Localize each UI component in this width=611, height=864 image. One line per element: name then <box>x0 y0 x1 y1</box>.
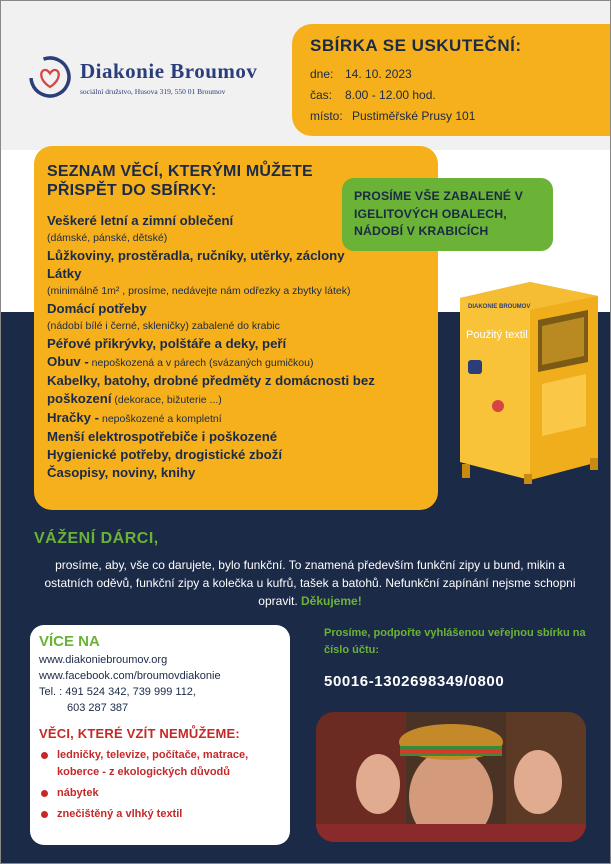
item-text: Lůžkoviny, prostěradla, ručníky, utěrky, záclony <box>47 248 345 263</box>
item-detail: nepoškozené a kompletní <box>99 413 222 425</box>
date-value: 14. 10. 2023 <box>345 67 412 81</box>
item-note: (nádobí bílé i černé, skleničky) zabalené do krabic <box>47 320 280 332</box>
logo-subtitle: sociální družstvo, Husova 319, 550 01 Broumov <box>80 86 226 96</box>
packing-note: PROSÍME VŠE ZABALENÉ V IGELITOVÝCH OBALECH, NÁDOBÍ V KRABICÍCH <box>354 189 523 238</box>
item-text: Menší elektrospotřebiče i poškozené <box>47 429 278 444</box>
logo-name: Diakonie Broumov <box>80 58 258 83</box>
container-label: Použitý textil <box>466 329 528 341</box>
cannot-take-text: znečištěný a vlhký textil <box>57 808 183 820</box>
container-brand: DIAKONIE BROUMOV <box>468 304 531 310</box>
donors-message: prosíme, aby, vše co darujete, bylo funkční. To znamená především funkční zipy u bund, mikin a ostatních oděvů, funkční zipy a kolečka u kufrů, tašek a batohů. Nefunkční zapínání nejsme schopni opravit. <box>44 558 576 608</box>
website-link[interactable]: www.diakoniebroumov.org <box>39 654 168 666</box>
thanks-text: Děkujeme! <box>301 594 362 608</box>
place-value: Pustiměřské Prusy 101 <box>352 109 476 123</box>
cannot-take-title: VĚCI, KTERÉ VZÍT NEMŮŽEME: <box>39 726 240 741</box>
facebook-link[interactable]: www.facebook.com/broumovdiakonie <box>39 670 221 682</box>
item-text: Látky <box>47 266 82 281</box>
donors-title: VÁŽENÍ DÁRCI, <box>34 530 159 547</box>
item-text: Obuv - <box>47 354 89 369</box>
item-detail: (dekorace, bižuterie ...) <box>111 394 222 406</box>
cannot-take-text: ledničky, televize, počítače, matrace, koberce - z ekologických důvodů <box>57 749 249 778</box>
place-label: místo: <box>310 109 343 123</box>
item-text: Kabelky, batohy, drobné předměty z domácnosti bez <box>47 373 375 388</box>
account-number: 50016-1302698349/0800 <box>324 673 505 690</box>
contact-title: VÍCE NA <box>39 633 100 650</box>
item-detail: nepoškozená a v párech (svázaných gumičkou) <box>88 357 314 369</box>
list-title: SEZNAM VĚCÍ, KTERÝMI MŮŽETE PŘISPĚT DO SBÍRKY: <box>47 163 313 199</box>
account-note: Prosíme, podpořte vyhlášenou veřejnou sbírku na číslo účtu: <box>324 627 586 656</box>
item-text: Hygienické potřeby, drogistické zboží <box>47 447 282 462</box>
item-text: poškození <box>47 391 112 406</box>
item-text: Časopisy, noviny, knihy <box>47 465 196 480</box>
item-note: (minimálně 1m² , prosíme, nedávejte nám odřezky a zbytky látek) <box>47 285 351 297</box>
phone-number-extra: 603 287 387 <box>67 702 129 714</box>
event-title: SBÍRKA SE USKUTEČNÍ: <box>310 36 522 55</box>
time-value: 8.00 - 12.00 hod. <box>345 88 436 102</box>
item-text: Veškeré letní a zimní oblečení <box>47 213 234 228</box>
item-note: (dámské, pánské, dětské) <box>47 232 168 244</box>
item-text: Péřové přikrývky, polštáře a deky, peří <box>47 336 287 351</box>
item-text: Hračky - <box>47 410 100 425</box>
cannot-take-text: nábytek <box>57 787 99 799</box>
time-label: čas: <box>310 88 333 102</box>
phone-numbers: Tel. : 491 524 342, 739 999 112, <box>39 686 196 698</box>
date-label: dne: <box>310 67 334 81</box>
item-text: Domácí potřeby <box>47 301 147 316</box>
